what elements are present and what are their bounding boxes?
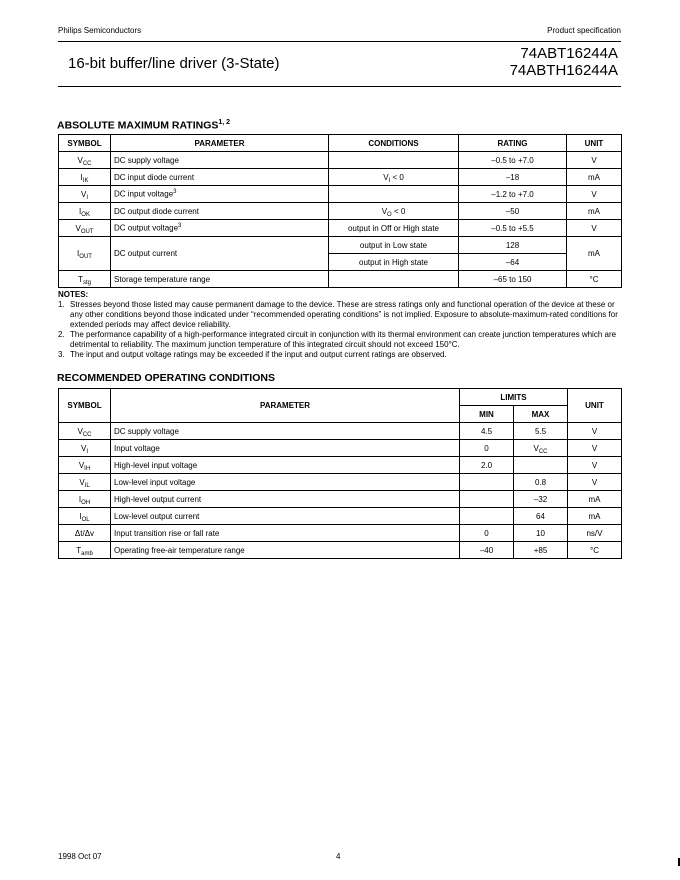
roc-col-max: MAX <box>514 406 568 423</box>
roc-row <box>59 440 622 457</box>
note-text: The input and output voltage ratings may be exceeded if the input and output current ratings are observed. <box>70 350 447 359</box>
note-number: 2. <box>58 330 65 339</box>
roc-min <box>460 491 514 508</box>
roc-col-min: MIN <box>460 406 514 423</box>
amr-symbol: $V_{OUT}$ <box>59 220 111 237</box>
roc-symbol: $V_{CC}$ <box>59 423 111 440</box>
roc-max: 64 <box>514 508 568 525</box>
amr-conditions: output in Low state <box>329 237 459 254</box>
roc-max: 5.5 <box>514 423 568 440</box>
roc-col-parameter: PARAMETER <box>111 389 460 423</box>
amr-row <box>59 220 622 237</box>
footer-date: 1998 Oct 07 <box>58 852 102 861</box>
roc-symbol: $I_{OL}$ <box>59 508 111 525</box>
amr-rating: –1.2 to +7.0 <box>459 186 567 203</box>
part-number-1: 74ABT16244A <box>520 45 618 62</box>
roc-unit: mA <box>568 508 622 525</box>
amr-title-sup: 1, 2 <box>218 119 231 126</box>
part-numbers <box>510 45 618 79</box>
amr-conditions <box>329 271 459 288</box>
document-type: Product specification <box>547 26 621 35</box>
roc-max: 0.8 <box>514 474 568 491</box>
amr-rating: –18 <box>459 169 567 186</box>
amr-parameter: DC output diode current <box>111 203 329 220</box>
roc-row <box>59 525 622 542</box>
amr-row-iout-low <box>59 237 622 254</box>
roc-header-row <box>59 389 622 406</box>
roc-max: +85 <box>514 542 568 559</box>
amr-section-title <box>57 119 230 132</box>
amr-parameter: Storage temperature range <box>111 271 329 288</box>
roc-symbol: $V_{IH}$ <box>59 457 111 474</box>
amr-symbol: $V_{CC}$ <box>59 152 111 169</box>
notes-heading: NOTES: <box>58 290 89 299</box>
company-name: Philips Semiconductors <box>58 26 142 35</box>
note-text: Stresses beyond those listed may cause permanent damage to the device. These are stress ratings only and functional operation of the device at these or any other conditions beyond those indicated under “recommended operating conditions” is not implied. Exposure to absolute-maximum-rated conditions for extended periods may affect device reliability. <box>70 300 618 329</box>
roc-parameter: High-level output current <box>111 491 460 508</box>
absolute-max-ratings-table <box>58 134 622 288</box>
amr-parameter: DC input voltage$^3$ <box>111 186 329 203</box>
roc-min: 0 <box>460 440 514 457</box>
header-bottom-rule <box>58 86 621 87</box>
roc-parameter: High-level input voltage <box>111 457 460 474</box>
roc-max: 10 <box>514 525 568 542</box>
amr-parameter: DC input diode current <box>111 169 329 186</box>
roc-row <box>59 508 622 525</box>
amr-rating: –0.5 to +5.5 <box>459 220 567 237</box>
amr-rating: –64 <box>459 254 567 271</box>
amr-symbol: $I_{OK}$ <box>59 203 111 220</box>
roc-parameter: Low-level output current <box>111 508 460 525</box>
amr-header-row <box>59 135 622 152</box>
amr-symbol: $T_{stg}$ <box>59 271 111 288</box>
amr-col-symbol: SYMBOL <box>59 135 111 152</box>
roc-min: 2.0 <box>460 457 514 474</box>
amr-conditions <box>329 186 459 203</box>
roc-section-title: RECOMMENDED OPERATING CONDITIONS <box>57 372 275 384</box>
page-number: 4 <box>336 852 341 861</box>
amr-unit: V <box>567 220 622 237</box>
amr-unit: mA <box>567 203 622 220</box>
amr-parameter: DC output voltage$^3$ <box>111 220 329 237</box>
roc-parameter: Input voltage <box>111 440 460 457</box>
roc-row <box>59 423 622 440</box>
amr-title-text: ABSOLUTE MAXIMUM RATINGS <box>57 119 219 132</box>
roc-symbol: $V_I$ <box>59 440 111 457</box>
roc-parameter: DC supply voltage <box>111 423 460 440</box>
header-top-rule <box>58 41 621 42</box>
amr-col-parameter: PARAMETER <box>111 135 329 152</box>
roc-parameter: Input transition rise or fall rate <box>111 525 460 542</box>
note-item <box>58 330 618 350</box>
amr-conditions: $V_O < 0$ <box>329 203 459 220</box>
amr-rating: –65 to 150 <box>459 271 567 288</box>
amr-symbol: $I_{IK}$ <box>59 169 111 186</box>
roc-symbol: $V_{IL}$ <box>59 474 111 491</box>
amr-row <box>59 271 622 288</box>
amr-row <box>59 169 622 186</box>
roc-row <box>59 542 622 559</box>
amr-row <box>59 203 622 220</box>
roc-row <box>59 491 622 508</box>
roc-parameter: Operating free-air temperature range <box>111 542 460 559</box>
note-item <box>58 350 618 360</box>
amr-row <box>59 186 622 203</box>
amr-parameter: DC supply voltage <box>111 152 329 169</box>
recommended-operating-conditions-table <box>58 388 622 559</box>
roc-min <box>460 474 514 491</box>
roc-unit: V <box>568 457 622 474</box>
roc-min <box>460 508 514 525</box>
amr-symbol: $I_{OUT}$ <box>59 237 111 271</box>
note-item <box>58 300 618 330</box>
amr-conditions <box>329 152 459 169</box>
roc-max: –32 <box>514 491 568 508</box>
amr-col-conditions: CONDITIONS <box>329 135 459 152</box>
roc-row <box>59 457 622 474</box>
note-number: 3. <box>58 350 65 359</box>
amr-symbol: $V_I$ <box>59 186 111 203</box>
amr-conditions: output in High state <box>329 254 459 271</box>
note-text: The performance capability of a high-performance integrated circuit in conjunction with its thermal environment can create junction temperatures which are detrimental to reliability. The maximum junction temperature of this integrated circuit should not exceed 150°C. <box>70 330 617 349</box>
amr-unit: °C <box>567 271 622 288</box>
amr-unit: mA <box>567 169 622 186</box>
amr-parameter: DC output current <box>111 237 329 271</box>
amr-col-unit: UNIT <box>567 135 622 152</box>
notes-block <box>58 290 618 360</box>
amr-row <box>59 152 622 169</box>
roc-symbol: $I_{OH}$ <box>59 491 111 508</box>
roc-parameter: Low-level input voltage <box>111 474 460 491</box>
roc-max <box>514 457 568 474</box>
roc-min: 0 <box>460 525 514 542</box>
roc-unit: ns/V <box>568 525 622 542</box>
amr-conditions: $V_I < 0$ <box>329 169 459 186</box>
amr-unit: V <box>567 186 622 203</box>
amr-rating: 128 <box>459 237 567 254</box>
roc-symbol: Δt/Δv <box>59 525 111 542</box>
roc-row <box>59 474 622 491</box>
roc-unit: V <box>568 423 622 440</box>
roc-col-symbol: SYMBOL <box>59 389 111 423</box>
roc-col-unit: UNIT <box>568 389 622 423</box>
roc-symbol: $T_{amb}$ <box>59 542 111 559</box>
part-number-2: 74ABTH16244A <box>509 62 618 79</box>
roc-unit: V <box>568 440 622 457</box>
amr-col-rating: RATING <box>459 135 567 152</box>
amr-unit: V <box>567 152 622 169</box>
roc-unit: V <box>568 474 622 491</box>
roc-max: $V_{CC}$ <box>514 440 568 457</box>
amr-unit: mA <box>567 237 622 271</box>
amr-conditions: output in Off or High state <box>329 220 459 237</box>
roc-unit: mA <box>568 491 622 508</box>
amr-rating: –0.5 to +7.0 <box>459 152 567 169</box>
roc-min: 4.5 <box>460 423 514 440</box>
roc-col-limits: LIMITS <box>460 389 568 406</box>
note-number: 1. <box>58 300 65 309</box>
amr-rating: –50 <box>459 203 567 220</box>
roc-unit: °C <box>568 542 622 559</box>
document-title: 16-bit buffer/line driver (3-State) <box>68 55 280 72</box>
roc-min: –40 <box>460 542 514 559</box>
